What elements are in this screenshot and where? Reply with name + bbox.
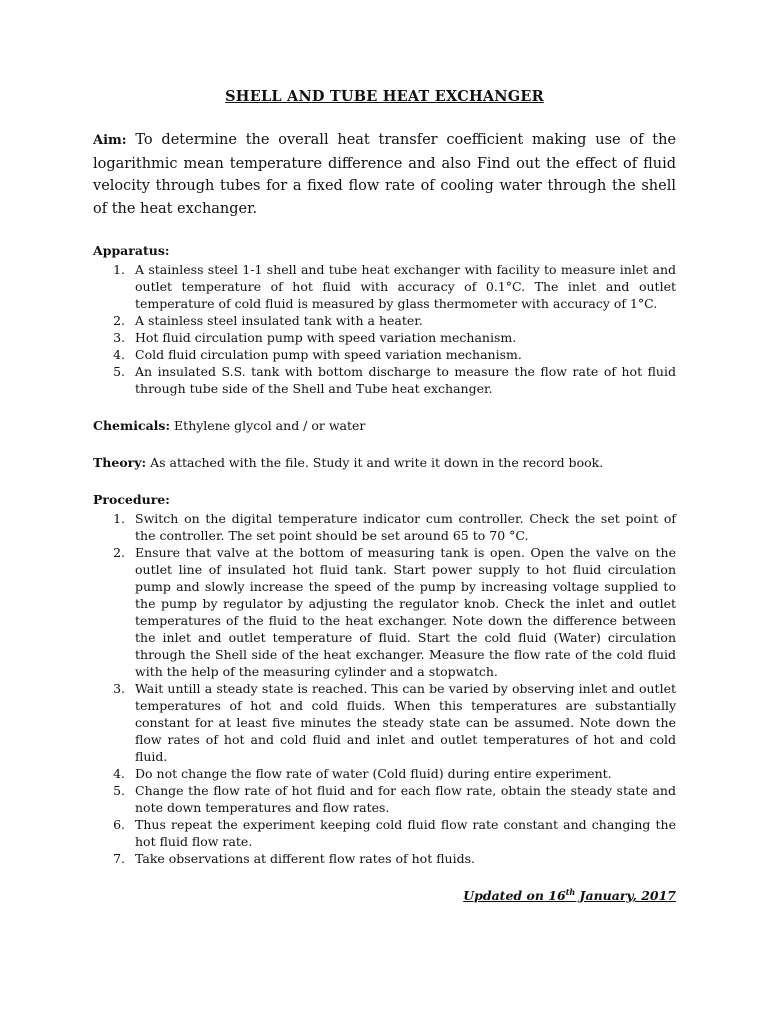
list-item: 1. Switch on the digital temperature indicator cum controller. Check the set point of the controller. The set point should be set around 65 to 70 °C.: [129, 510, 676, 544]
list-item: 7. Take observations at different flow rates of hot fluids.: [129, 850, 676, 867]
list-item: 3. Hot fluid circulation pump with speed variation mechanism.: [129, 329, 676, 346]
chemicals-text: Ethylene glycol and / or water: [170, 418, 366, 433]
theory-paragraph: [93, 454, 676, 471]
aim-paragraph: [93, 129, 676, 220]
aim-text: To determine the overall heat transfer coefficient making use of the logarithmic mean temperature difference and also Find out the effect of fluid velocity through tubes for a fixed flow rate of cooling water through the shell of the heat exchanger.: [93, 132, 676, 217]
apparatus-list: [93, 261, 676, 397]
list-item: 2. Ensure that valve at the bottom of measuring tank is open. Open the valve on the outlet line of insulated hot fluid tank. Start power supply to hot fluid circulation pump and slowly increase the speed of the pump by increasing voltage supplied to the pump by regulator by adjusting the regulator knob. Check the inlet and outlet temperatures of the fluid to the heat exchanger. Note down the difference between the inlet and outlet temperature of fluid. Start the cold fluid (Water) circulation through the Shell side of the heat exchanger. Measure the flow rate of the cold fluid with the help of the measuring cylinder and a stopwatch.: [129, 544, 676, 680]
updated-sup: th: [565, 887, 576, 897]
page-title: SHELL AND TUBE HEAT EXCHANGER: [225, 88, 544, 105]
aim-label: Aim:: [93, 133, 127, 148]
updated-prefix: Updated on 16: [463, 888, 566, 904]
list-item: 5. An insulated S.S. tank with bottom discharge to measure the flow rate of hot fluid through tube side of the Shell and Tube heat exchanger.: [129, 363, 676, 397]
chemicals-label: Chemicals:: [93, 418, 171, 433]
updated-date: [93, 887, 676, 903]
list-item: 3. Wait untill a steady state is reached. This can be varied by observing inlet and outlet temperatures of hot and cold fluids. When this temperatures are substantially constant for at least five minutes the steady state can be assumed. Note down the flow rates of hot and cold fluid and inlet and outlet temperatures of hot and cold fluid.: [129, 680, 676, 765]
updated-suffix: January, 2017: [575, 888, 676, 904]
list-item: 5. Change the flow rate of hot fluid and for each flow rate, obtain the steady state and note down temperatures and flow rates.: [129, 782, 676, 816]
list-item: 4. Do not change the flow rate of water (Cold fluid) during entire experiment.: [129, 765, 676, 782]
theory-text: As attached with the file. Study it and write it down in the record book.: [146, 455, 604, 470]
list-item: 4. Cold fluid circulation pump with speed variation mechanism.: [129, 346, 676, 363]
list-item: 6. Thus repeat the experiment keeping cold fluid flow rate constant and changing the hot fluid flow rate.: [129, 816, 676, 850]
procedure-heading: Procedure:: [93, 492, 170, 507]
list-item: 1. A stainless steel 1-1 shell and tube heat exchanger with facility to measure inlet and outlet temperature of hot fluid with accuracy of 0.1°C. The inlet and outlet temperature of cold fluid is measured by glass thermometer with accuracy of 1°C.: [129, 261, 676, 312]
chemicals-paragraph: [93, 417, 676, 434]
procedure-list: [93, 510, 676, 867]
apparatus-heading: Apparatus:: [93, 243, 170, 258]
theory-label: Theory:: [93, 455, 147, 470]
list-item: 2. A stainless steel insulated tank with a heater.: [129, 312, 676, 329]
